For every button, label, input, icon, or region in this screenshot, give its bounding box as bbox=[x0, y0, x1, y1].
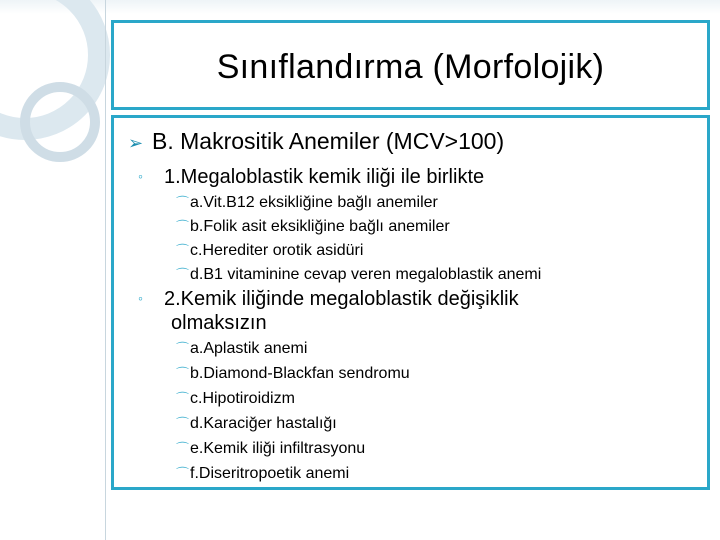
decorative-top-band bbox=[0, 0, 720, 14]
list-item bbox=[176, 264, 541, 284]
group2-label-text-2: olmaksızın bbox=[171, 312, 267, 334]
ring-bullet-icon: ◦ bbox=[138, 290, 143, 306]
hook-bullet-icon: ⌒ bbox=[176, 341, 190, 356]
list-item bbox=[176, 216, 450, 236]
list-item bbox=[176, 240, 363, 260]
list-item-text: a.Aplastik anemi bbox=[190, 340, 308, 357]
group2-label-text: 2.Kemik iliğinde megaloblastik değişiklik bbox=[164, 288, 519, 310]
list-item-text: c.Hipotiroidizm bbox=[190, 390, 295, 407]
hook-bullet-icon: ⌒ bbox=[176, 243, 190, 258]
list-item bbox=[176, 338, 307, 358]
hook-bullet-icon: ⌒ bbox=[176, 441, 190, 456]
hook-bullet-icon: ⌒ bbox=[176, 219, 190, 234]
heading-text: B. Makrositik Anemiler (MCV>100) bbox=[152, 128, 505, 154]
list-item-text: a.Vit.B12 eksikliğine bağlı anemiler bbox=[190, 194, 438, 211]
list-item-text: b.Folik asit eksikliğine bağlı anemiler bbox=[190, 218, 450, 235]
group1-label bbox=[138, 166, 484, 189]
list-item bbox=[176, 388, 295, 408]
hook-bullet-icon: ⌒ bbox=[176, 391, 190, 406]
slide-title: Sınıflandırma (Morfolojik) bbox=[216, 47, 605, 86]
group1-label-text: 1.Megaloblastik kemik iliği ile birlikte bbox=[164, 166, 485, 188]
list-item bbox=[176, 363, 410, 383]
list-item-text: b.Diamond-Blackfan sendromu bbox=[190, 365, 410, 382]
group2-label bbox=[138, 288, 519, 311]
title-box bbox=[111, 20, 710, 110]
hook-bullet-icon: ⌒ bbox=[176, 416, 190, 431]
list-item bbox=[176, 438, 365, 458]
list-item-text: d.Karaciğer hastalığı bbox=[190, 415, 337, 432]
group2-label-continued bbox=[171, 312, 267, 335]
hook-bullet-icon: ⌒ bbox=[176, 466, 190, 481]
list-item bbox=[176, 192, 438, 212]
content-box bbox=[111, 115, 710, 490]
decorative-ring-small bbox=[20, 82, 100, 162]
heading-line bbox=[128, 128, 504, 155]
hook-bullet-icon: ⌒ bbox=[176, 195, 190, 210]
hook-bullet-icon: ⌒ bbox=[176, 366, 190, 381]
list-item-text: e.Kemik iliği infiltrasyonu bbox=[190, 440, 366, 457]
list-item-text: f.Diseritropoetik anemi bbox=[190, 465, 350, 482]
decorative-vertical-line bbox=[105, 0, 106, 540]
hook-bullet-icon: ⌒ bbox=[176, 267, 190, 282]
list-item bbox=[176, 413, 337, 433]
list-item bbox=[176, 463, 349, 483]
arrow-bullet-icon: ➢ bbox=[128, 133, 144, 153]
list-item-text: c.Herediter orotik asidüri bbox=[190, 242, 364, 259]
list-item-text: d.B1 vitaminine cevap veren megaloblastik anemi bbox=[190, 266, 542, 283]
ring-bullet-icon: ◦ bbox=[138, 168, 143, 184]
